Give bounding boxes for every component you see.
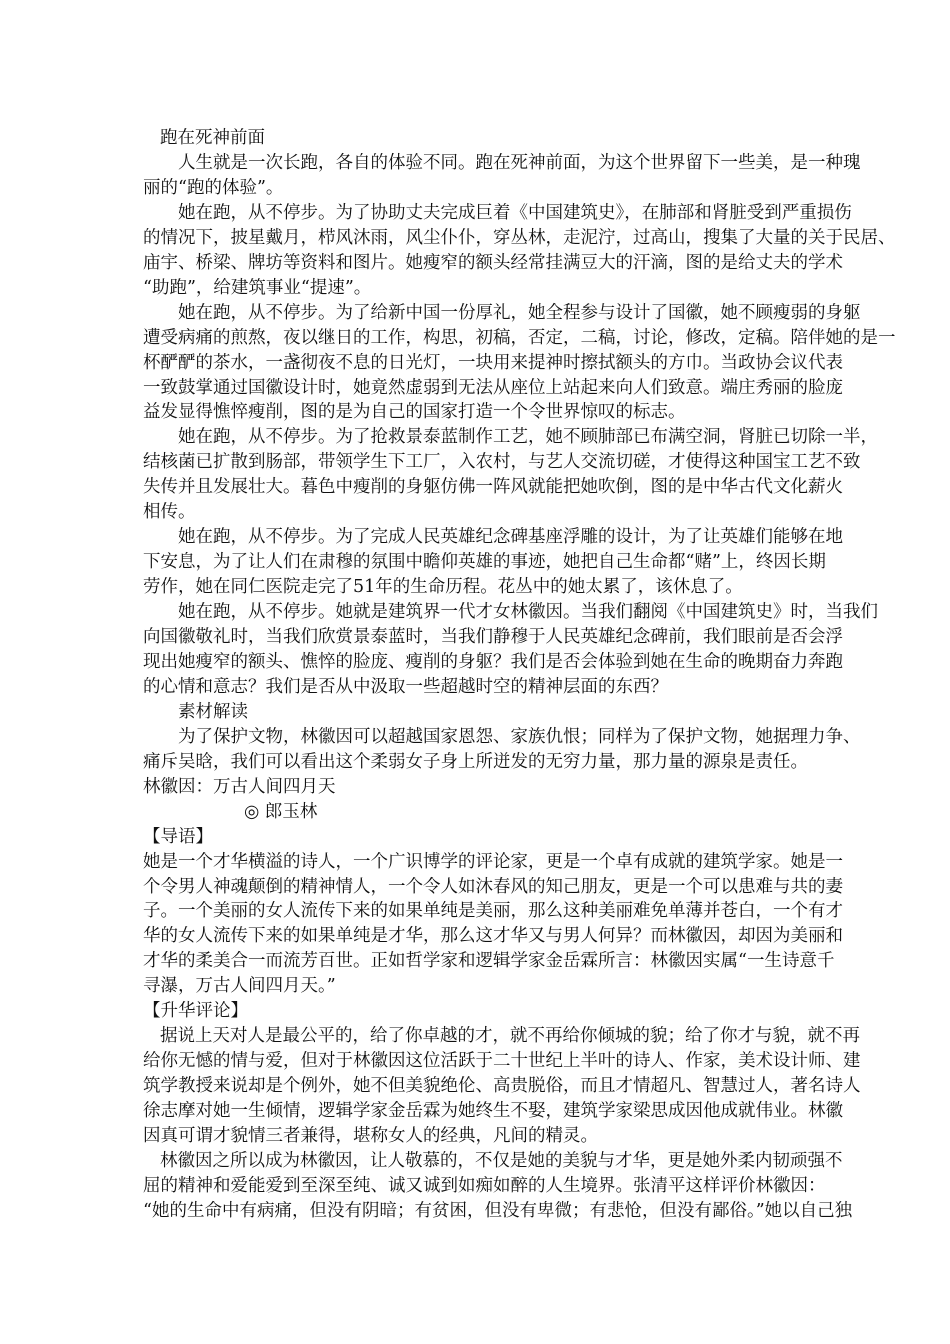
text-line: 她在跑，从不停步。为了给新中国一份厚礼，她全程参与设计了国徽，她不顾瘦弱的身躯 — [178, 302, 861, 323]
text-line: 向国徽敬礼时，当我们欣赏景泰蓝时，当我们静穆于人民英雄纪念碑前，我们眼前是否会浮 — [143, 627, 843, 647]
text-line: 益发显得憔悴瘦削，图的是为自己的国家打造一个令世界惊叹的标志。 — [143, 402, 686, 423]
text-line: 她在跑，从不停步。她就是建筑界一代才女林徽因。当我们翻阅《中国建筑史》时，当我们 — [178, 602, 878, 623]
text-line: 才华的柔美合一而流芳百世。正如哲学家和逻辑学家金岳霖所言：林徽因实属“一生诗意千 — [143, 951, 835, 972]
text-line: 失传并且发展壮大。暮色中瘦削的身躯仿佛一阵风就能把她吹倒，图的是中华古代文化薪火 — [143, 477, 843, 498]
text-line: 素材解读 — [178, 701, 248, 722]
text-line: 寻瀑，万古人间四月天。” — [143, 976, 336, 997]
text-line: 她在跑，从不停步。为了完成人民英雄纪念碑基座浮雕的设计，为了让英雄们能够在地 — [178, 527, 843, 548]
text-line: 为了保护文物，林徽因可以超越国家恩怨、家族仇恨；同样为了保护文物，她据理力争、 — [178, 726, 861, 747]
text-line: “她的生命中有病痛，但没有阴暗；有贫困，但没有卑微；有悲怆，但没有鄙俗。”她以自己独 — [143, 1200, 853, 1221]
text-line: 人生就是一次长跑，各自的体验不同。跑在死神前面，为这个世界留下一些美，是一种瑰 — [178, 152, 861, 173]
text-line: 子。一个美丽的女人流传下来的如果单纯是美丽，那么这种美丽难免单薄并苍白，一个有才 — [143, 901, 843, 922]
text-line: 林徽因：万古人间四月天 — [143, 776, 336, 797]
text-line: 筑学教授来说却是个例外，她不但美貌绝伦、高贵脱俗，而且才情超凡、智慧过人，著名诗人 — [143, 1076, 861, 1097]
text-line: 痛斥吴晗，我们可以看出这个柔弱女子身上所迸发的无穷力量，那力量的源泉是责任。 — [143, 751, 808, 772]
text-line: ◎ 郎玉林 — [244, 801, 318, 822]
text-line: 庙宇、桥梁、牌坊等资料和图片。她瘦窄的额头经常挂满豆大的汗滴，图的是给丈夫的学术 — [143, 252, 843, 273]
text-line: 结核菌已扩散到肠部，带领学生下工厂，入农村，与艺人交流切磋，才使得这种国宝工艺不致 — [143, 452, 861, 473]
text-line: 屈的精神和爱能爱到至深至纯、诚又诚到如痴如醉的人生境界。张清平这样评价林徽因： — [143, 1175, 826, 1196]
text-line: 据说上天对人是最公平的，给了你卓越的才，就不再给你倾城的貌；给了你才与貌，就不再 — [160, 1026, 860, 1047]
text-line: 杯酽酽的茶水，一盏彻夜不息的日光灯，一块用来提神时擦拭额头的方巾。当政协会议代表 — [143, 352, 843, 373]
text-line: 她是一个才华横溢的诗人，一个广识博学的评论家，更是一个卓有成就的建筑学家。她是一 — [143, 851, 843, 872]
text-line: 跑在死神前面 — [160, 128, 265, 148]
text-line: 丽的“跑的体验”。 — [143, 177, 284, 198]
text-line: 徐志摩对她一生倾情，逻辑学家金岳霖为她终生不娶，建筑学家梁思成因他成就伟业。林徽 — [143, 1101, 843, 1122]
text-line: 林徽因之所以成为林徽因，让人敬慕的，不仅是她的美貌与才华，更是她外柔内韧顽强不 — [160, 1150, 843, 1171]
text-line: 劳作，她在同仁医院走完了51年的生命历程。花丛中的她太累了，该休息了。 — [143, 577, 743, 598]
text-line: 因真可谓才貌情三者兼得，堪称女人的经典，凡间的精灵。 — [143, 1126, 598, 1146]
text-line: “助跑”，给建筑事业“提速”。 — [143, 277, 372, 298]
text-line: 个令男人神魂颠倒的精神情人，一个令人如沐春风的知己朋友，更是一个可以患难与共的妻 — [143, 876, 843, 897]
text-line: 【升华评论】 — [143, 1001, 248, 1022]
text-line: 的心情和意志？我们是否从中汲取一些超越时空的精神层面的东西？ — [143, 676, 668, 697]
text-line: 【导语】 — [143, 826, 213, 847]
text-line: 华的女人流传下来的如果单纯是才华，那么这才华又与男人何异？而林徽因，却因为美丽和 — [143, 926, 843, 947]
text-line: 一致鼓掌通过国徽设计时，她竟然虚弱到无法从座位上站起来向人们致意。端庄秀丽的脸庞 — [143, 377, 843, 398]
text-line: 的情况下，披星戴月，栉风沐雨，风尘仆仆，穿丛林，走泥泞，过高山，搜集了大量的关于民居、 — [143, 227, 896, 248]
text-line: 给你无憾的情与爱，但对于林徽因这位活跃于二十世纪上半叶的诗人、作家，美术设计师、建 — [143, 1051, 861, 1072]
text-line: 下安息，为了让人们在肃穆的氛围中瞻仰英雄的事迹，她把自己生命都“赌”上，终因长期 — [143, 552, 826, 573]
text-line: 她在跑，从不停步。为了抢救景泰蓝制作工艺，她不顾肺部已布满空洞，肾脏已切除一半， — [178, 427, 878, 448]
text-line: 她在跑，从不停步。为了协助丈夫完成巨着《中国建筑史》，在肺部和肾脏受到严重损伤 — [178, 202, 852, 223]
text-line: 现出她瘦窄的额头、憔悴的脸庞、瘦削的身躯？我们是否会体验到她在生命的晚期奋力奔跑 — [143, 651, 843, 672]
text-line: 遭受病痛的煎熬，夜以继日的工作，构思，初稿，否定，二稿，讨论，修改，定稿。陪伴她的是一 — [143, 327, 896, 348]
text-line: 相传。 — [143, 502, 196, 523]
